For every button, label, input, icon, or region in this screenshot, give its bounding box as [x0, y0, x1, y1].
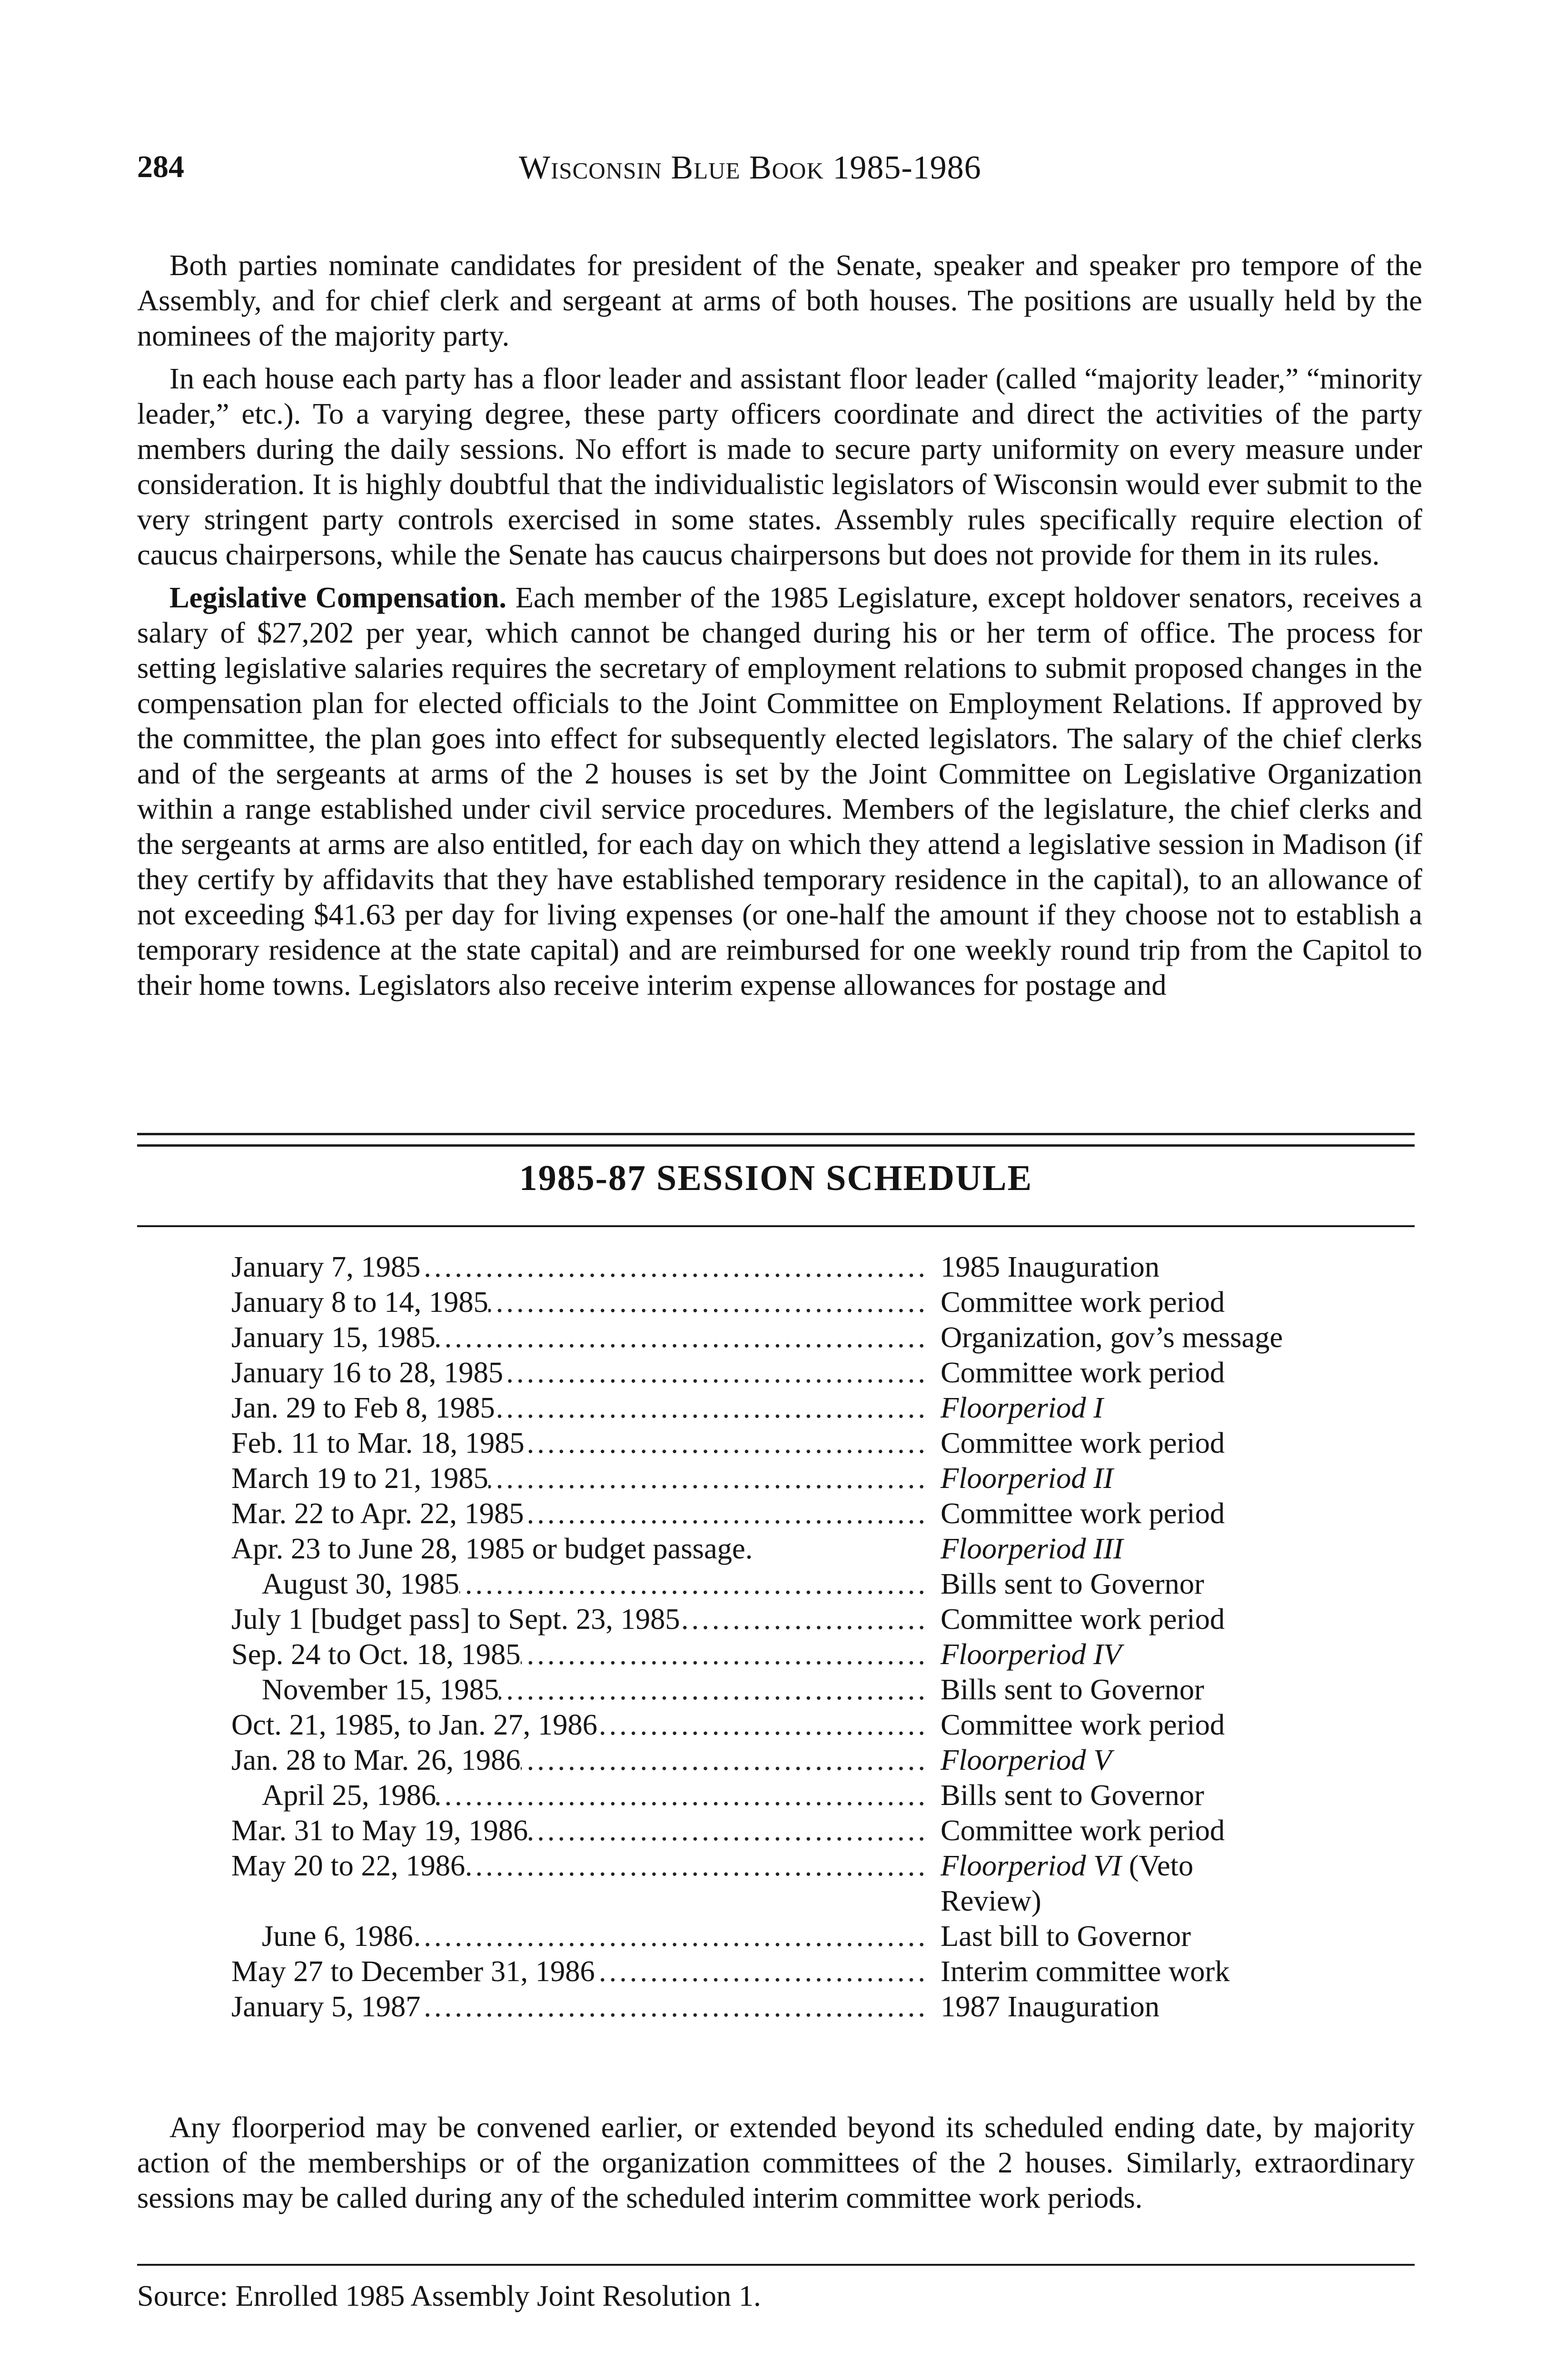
- schedule-date: Apr. 23 to June 28, 1985 or budget passage.: [231, 1532, 753, 1565]
- schedule-row: [231, 1284, 1288, 1319]
- schedule-date-cell: [231, 1249, 941, 1284]
- schedule-date: January 8 to 14, 1985: [231, 1285, 488, 1319]
- divider-rule: [137, 1225, 1415, 1227]
- schedule-event: Organization, gov’s message: [941, 1320, 1283, 1354]
- dot-leader: [680, 1601, 941, 1636]
- schedule-event: Interim committee work: [941, 1954, 1230, 1988]
- floorperiod-label: Floorperiod VI: [941, 1849, 1122, 1882]
- schedule-event: Committee work period: [941, 1285, 1225, 1319]
- schedule-row: [231, 1707, 1288, 1742]
- schedule-date-cell: [231, 1460, 941, 1496]
- schedule-event: Bills sent to Governor: [941, 1673, 1204, 1706]
- schedule-date: March 19 to 21, 1985: [231, 1461, 488, 1495]
- schedule-date: November 15, 1985: [262, 1673, 499, 1706]
- schedule-date: July 1 [budget pass] to Sept. 23, 1985: [231, 1602, 680, 1636]
- schedule-date-cell: [231, 1531, 941, 1566]
- floorperiod-label: Floorperiod I: [941, 1391, 1103, 1424]
- schedule-row: [231, 1954, 1288, 1989]
- schedule-event: [941, 1742, 1288, 1777]
- schedule-date-cell: [231, 1601, 941, 1636]
- running-head-title: Wisconsin Blue Book 1985-1986: [519, 149, 981, 186]
- dot-leader: [521, 1636, 941, 1672]
- divider-rule: [137, 1144, 1415, 1147]
- dot-leader: [597, 1707, 941, 1742]
- schedule-date-cell: [231, 1496, 941, 1531]
- dot-leader: [521, 1742, 941, 1777]
- schedule-event: Committee work period: [941, 1602, 1225, 1636]
- schedule-row: [231, 1813, 1288, 1848]
- schedule-row: [231, 1918, 1288, 1954]
- dot-leader: [421, 1989, 941, 2024]
- schedule-row: [231, 1601, 1288, 1636]
- schedule-event: Committee work period: [941, 1426, 1225, 1459]
- schedule-date-cell: [231, 1954, 941, 1989]
- floorperiod-label: Floorperiod II: [941, 1461, 1113, 1495]
- schedule-date-cell: [231, 1918, 941, 1954]
- schedule-date: January 16 to 28, 1985: [231, 1356, 504, 1389]
- schedule-date: August 30, 1985: [262, 1567, 459, 1600]
- dot-leader: [421, 1249, 941, 1284]
- schedule-event: 1985 Inauguration: [941, 1250, 1160, 1283]
- dot-leader: [528, 1813, 941, 1848]
- floorperiod-label: Floorperiod V: [941, 1743, 1112, 1776]
- schedule-date: Sep. 24 to Oct. 18, 1985: [231, 1637, 521, 1671]
- divider-rule: [137, 2264, 1415, 2266]
- page-number: 284: [137, 149, 184, 184]
- schedule-event: [941, 1848, 1288, 1918]
- body-text: [137, 248, 1422, 1010]
- schedule-row: [231, 1249, 1288, 1284]
- dot-leader: [595, 1954, 941, 1989]
- schedule-note: Any floorperiod may be convened earlier, or extended beyond its scheduled ending date, by majority action of the memberships or of the organization committees of the 2 houses. Similarly, extraordinary sessions may be called during any of the scheduled interim committee work periods.: [137, 2111, 1415, 2214]
- schedule-date-cell: [231, 1319, 941, 1355]
- schedule-date-cell: [231, 1390, 941, 1425]
- schedule-date: Oct. 21, 1985, to Jan. 27, 1986: [231, 1708, 598, 1741]
- divider-rule: [137, 1133, 1415, 1135]
- schedule-date: January 15, 1985: [231, 1320, 436, 1354]
- schedule-row: [231, 1742, 1288, 1777]
- schedule-date-cell: [231, 1284, 941, 1319]
- veto-review-note: (Veto Review): [941, 1849, 1194, 1917]
- schedule-title: 1985-87 SESSION SCHEDULE: [519, 1158, 1033, 1198]
- schedule-date-cell: [231, 1355, 941, 1390]
- schedule-date-cell: [231, 1742, 941, 1777]
- schedule-date: Mar. 22 to Apr. 22, 1985: [231, 1497, 524, 1530]
- source-note: Source: Enrolled 1985 Assembly Joint Resolution 1.: [137, 2279, 761, 2312]
- schedule-date: May 20 to 22, 1986: [231, 1849, 466, 1882]
- schedule-date: May 27 to December 31, 1986: [231, 1954, 595, 1988]
- dot-leader: [499, 1672, 941, 1707]
- schedule-row: [231, 1566, 1288, 1601]
- schedule-date-cell: [231, 1672, 941, 1707]
- dot-leader: [459, 1566, 941, 1601]
- dot-leader: [436, 1319, 941, 1355]
- paragraph-party-nominations: Both parties nominate candidates for president of the Senate, speaker and speaker pro tempore of the Assembly, and for chief clerk and sergeant at arms of both houses. The positions are usually held by the nominees of the majority party.: [137, 248, 1422, 352]
- schedule-event: Last bill to Governor: [941, 1919, 1191, 1953]
- schedule-event: Bills sent to Governor: [941, 1778, 1204, 1812]
- dot-leader: [436, 1777, 941, 1813]
- schedule-event: [941, 1460, 1288, 1496]
- schedule-row: [231, 1460, 1288, 1496]
- dot-leader: [488, 1284, 941, 1319]
- schedule-date: Jan. 28 to Mar. 26, 1986: [231, 1743, 521, 1776]
- schedule-event: Committee work period: [941, 1708, 1225, 1741]
- schedule-event: Committee work period: [941, 1814, 1225, 1847]
- schedule-row: [231, 1672, 1288, 1707]
- schedule-date: June 6, 1986: [262, 1919, 413, 1953]
- schedule-date-cell: [231, 1636, 941, 1672]
- schedule-event: 1987 Inauguration: [941, 1990, 1160, 2023]
- run-in-heading: Legislative Compensation.: [169, 581, 506, 614]
- schedule-row: [231, 1848, 1288, 1918]
- floorperiod-label: Floorperiod IV: [941, 1637, 1122, 1671]
- schedule-date: January 7, 1985: [231, 1250, 421, 1283]
- schedule-event: Committee work period: [941, 1497, 1225, 1530]
- schedule-row: [231, 1425, 1288, 1460]
- schedule-date-cell: [231, 1707, 941, 1742]
- dot-leader: [524, 1496, 941, 1531]
- paragraph-floor-leaders: In each house each party has a floor leader and assistant floor leader (called “majority leader,” “minority leader,” etc.). To a varying degree, these party officers coordinate and direct the activities of the party members during the daily sessions. No effort is made to secure party uniformity on every measure under consideration. It is highly doubtful that the individualistic legislators of Wisconsin would ever submit to the very stringent party controls exercised in some states. Assembly rules specifically require election of caucus chairpersons, while the Senate has caucus chairpersons but does not provide for them in its rules.: [137, 362, 1422, 571]
- schedule-date-cell: [231, 1777, 941, 1813]
- schedule-row: [231, 1319, 1288, 1355]
- floorperiod-label: Floorperiod III: [941, 1532, 1123, 1565]
- dot-leader: [465, 1848, 941, 1918]
- schedule-date: January 5, 1987: [231, 1990, 421, 2023]
- schedule-event: Bills sent to Governor: [941, 1567, 1204, 1600]
- schedule-date-cell: [231, 1566, 941, 1601]
- schedule-row: [231, 1989, 1288, 2024]
- schedule-event: [941, 1390, 1288, 1425]
- paragraph-legislative-compensation: [137, 580, 1422, 1002]
- schedule-event: [941, 1636, 1288, 1672]
- schedule-row: [231, 1390, 1288, 1425]
- schedule-date-cell: [231, 1425, 941, 1460]
- schedule-date-cell: [231, 1848, 941, 1918]
- dot-leader: [495, 1390, 941, 1425]
- schedule-date: Mar. 31 to May 19, 1986: [231, 1814, 528, 1847]
- schedule-date-cell: [231, 1989, 941, 2024]
- schedule-row: [231, 1355, 1288, 1390]
- dot-leader: [503, 1355, 941, 1390]
- session-schedule-table: [231, 1249, 1288, 2024]
- dot-leader: [413, 1918, 941, 1954]
- schedule-date: Jan. 29 to Feb 8, 1985: [231, 1391, 495, 1424]
- schedule-event: Committee work period: [941, 1356, 1225, 1389]
- schedule-date: April 25, 1986: [262, 1778, 436, 1812]
- schedule-row: [231, 1531, 1288, 1566]
- schedule-date: Feb. 11 to Mar. 18, 1985: [231, 1426, 525, 1459]
- dot-leader: [488, 1460, 941, 1496]
- compensation-text: Each member of the 1985 Legislature, except holdover senators, receives a salary of $27,202 per year, which cannot be changed during his or her term of office. The process for setting legislative salaries requires the secretary of employment relations to submit proposed changes in the compensation plan for elected officials to the Joint Committee on Employment Relations. If approved by the committee, the plan goes into effect for subsequently elected legislators. The salary of the chief clerks and of the sergeants at arms of the 2 houses is set by the Joint Committee on Legislative Organization within a range established under civil service procedures. Members of the legislature, the chief clerks and the sergeants at arms are also entitled, for each day on which they attend a legislative session in Madison (if they certify by affidavits that they have established temporary residence in the capital), to an allowance of not exceeding $41.63 per day for living expenses (or one-half the amount if they choose not to establish a temporary residence at the state capital) and are reimbursed for one weekly round trip from the Capitol to their home towns. Legislators also receive interim expense allowances for postage and: [137, 581, 1422, 1002]
- schedule-event: [941, 1531, 1288, 1566]
- schedule-row: [231, 1777, 1288, 1813]
- schedule-date-cell: [231, 1813, 941, 1848]
- schedule-row: [231, 1496, 1288, 1531]
- dot-leader: [753, 1531, 941, 1566]
- dot-leader: [525, 1425, 941, 1460]
- schedule-row: [231, 1636, 1288, 1672]
